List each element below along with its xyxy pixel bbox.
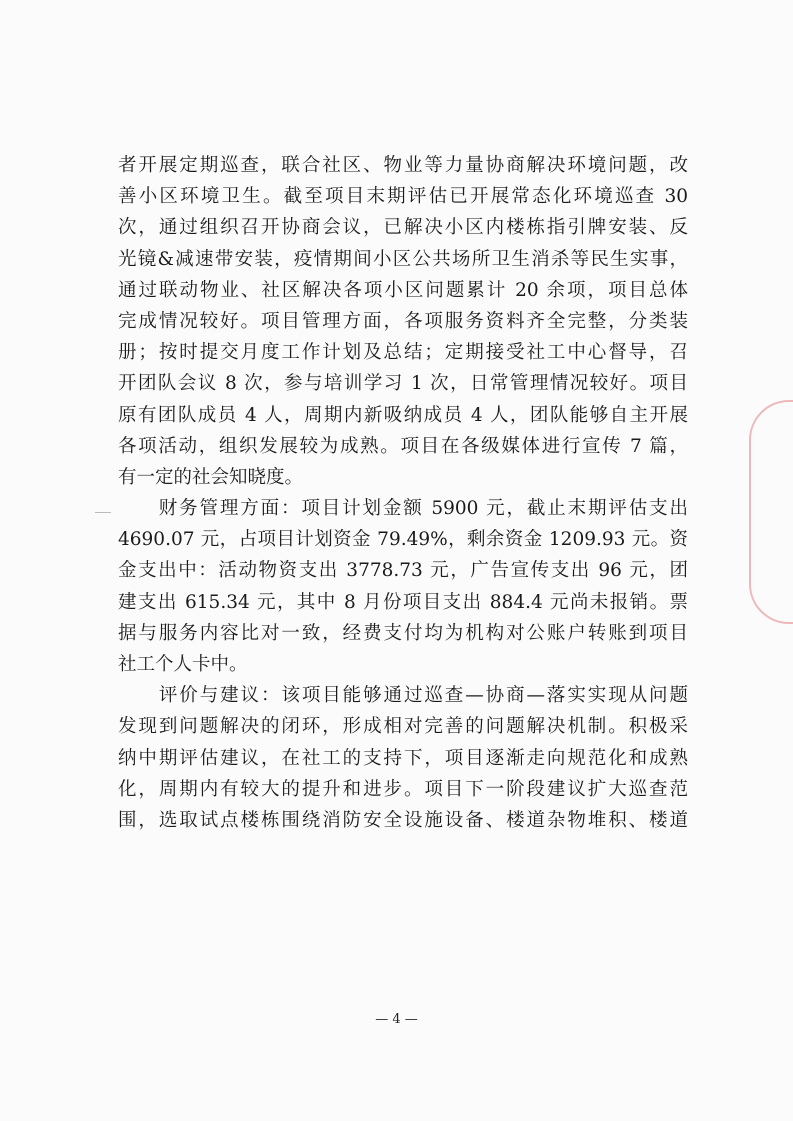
text-line-16: 据与服务内容比对一致，经费支付均为机构对公账户转账到项目 bbox=[118, 622, 688, 644]
text-line-8: 开团队会议 8 次，参与培训学习 1 次，日常管理情况较好。项目 bbox=[118, 373, 688, 395]
margin-mark bbox=[95, 512, 111, 513]
text-line-1: 者开展定期巡查，联合社区、物业等力量协商解决环境问题，改 bbox=[118, 155, 688, 176]
text-line-12: 财务管理方面：项目计划金额 5900 元，截止末期评估支出 bbox=[118, 498, 688, 520]
body-text bbox=[118, 150, 688, 836]
text-line-7: 册；按时提交月度工作计划及总结；定期接受社工中心督导，召 bbox=[118, 342, 688, 364]
text-line-5: 通过联动物业、社区解决各项小区问题累计 20 余项，项目总体 bbox=[118, 279, 688, 301]
text-line-18: 评价与建议：该项目能够通过巡查—协商—落实实现从问题 bbox=[118, 685, 688, 707]
text-line-2: 善小区环境卫生。截至项目末期评估已开展常态化环境巡查 30 bbox=[118, 186, 688, 208]
text-line-19: 发现到问题解决的闭环，形成相对完善的问题解决机制。积极采 bbox=[118, 716, 688, 738]
text-line-17: 社工个人卡中。 bbox=[118, 654, 248, 675]
text-line-21: 化，周期内有较大的提升和进步。项目下一阶段建议扩大巡查范 bbox=[118, 778, 688, 800]
text-line-13: 4690.07 元，占项目计划资金 79.49%，剩余资金 1209.93 元。资 bbox=[118, 529, 688, 551]
text-line-20: 纳中期评估建议，在社工的支持下，项目逐渐走向规范化和成熟 bbox=[118, 747, 688, 769]
text-line-10: 各项活动，组织发展较为成熟。项目在各级媒体进行宣传 7 篇， bbox=[118, 435, 688, 457]
seal-stamp-partial bbox=[749, 400, 793, 624]
text-line-22: 围，选取试点楼栋围绕消防安全设施设备、楼道杂物堆积、楼道 bbox=[118, 809, 688, 831]
text-line-6: 完成情况较好。项目管理方面，各项服务资料齐全完整，分类装 bbox=[118, 310, 688, 332]
page-number: — 4 — bbox=[375, 1012, 418, 1027]
text-line-15: 建支出 615.34 元，其中 8 月份项目支出 884.4 元尚未报销。票 bbox=[118, 591, 688, 613]
text-line-11: 有一定的社会知晓度。 bbox=[118, 466, 304, 488]
text-line-3: 次，通过组织召开协商会议，已解决小区内楼栋指引牌安装、反 bbox=[118, 217, 688, 239]
text-line-9: 原有团队成员 4 人，周期内新吸纳成员 4 人，团队能够自主开展 bbox=[118, 404, 688, 426]
text-line-14: 金支出中：活动物资支出 3778.73 元，广告宣传支出 96 元，团 bbox=[118, 560, 688, 582]
text-line-4: 光镜&减速带安装，疫情期间小区公共场所卫生消杀等民生实事， bbox=[118, 248, 688, 270]
